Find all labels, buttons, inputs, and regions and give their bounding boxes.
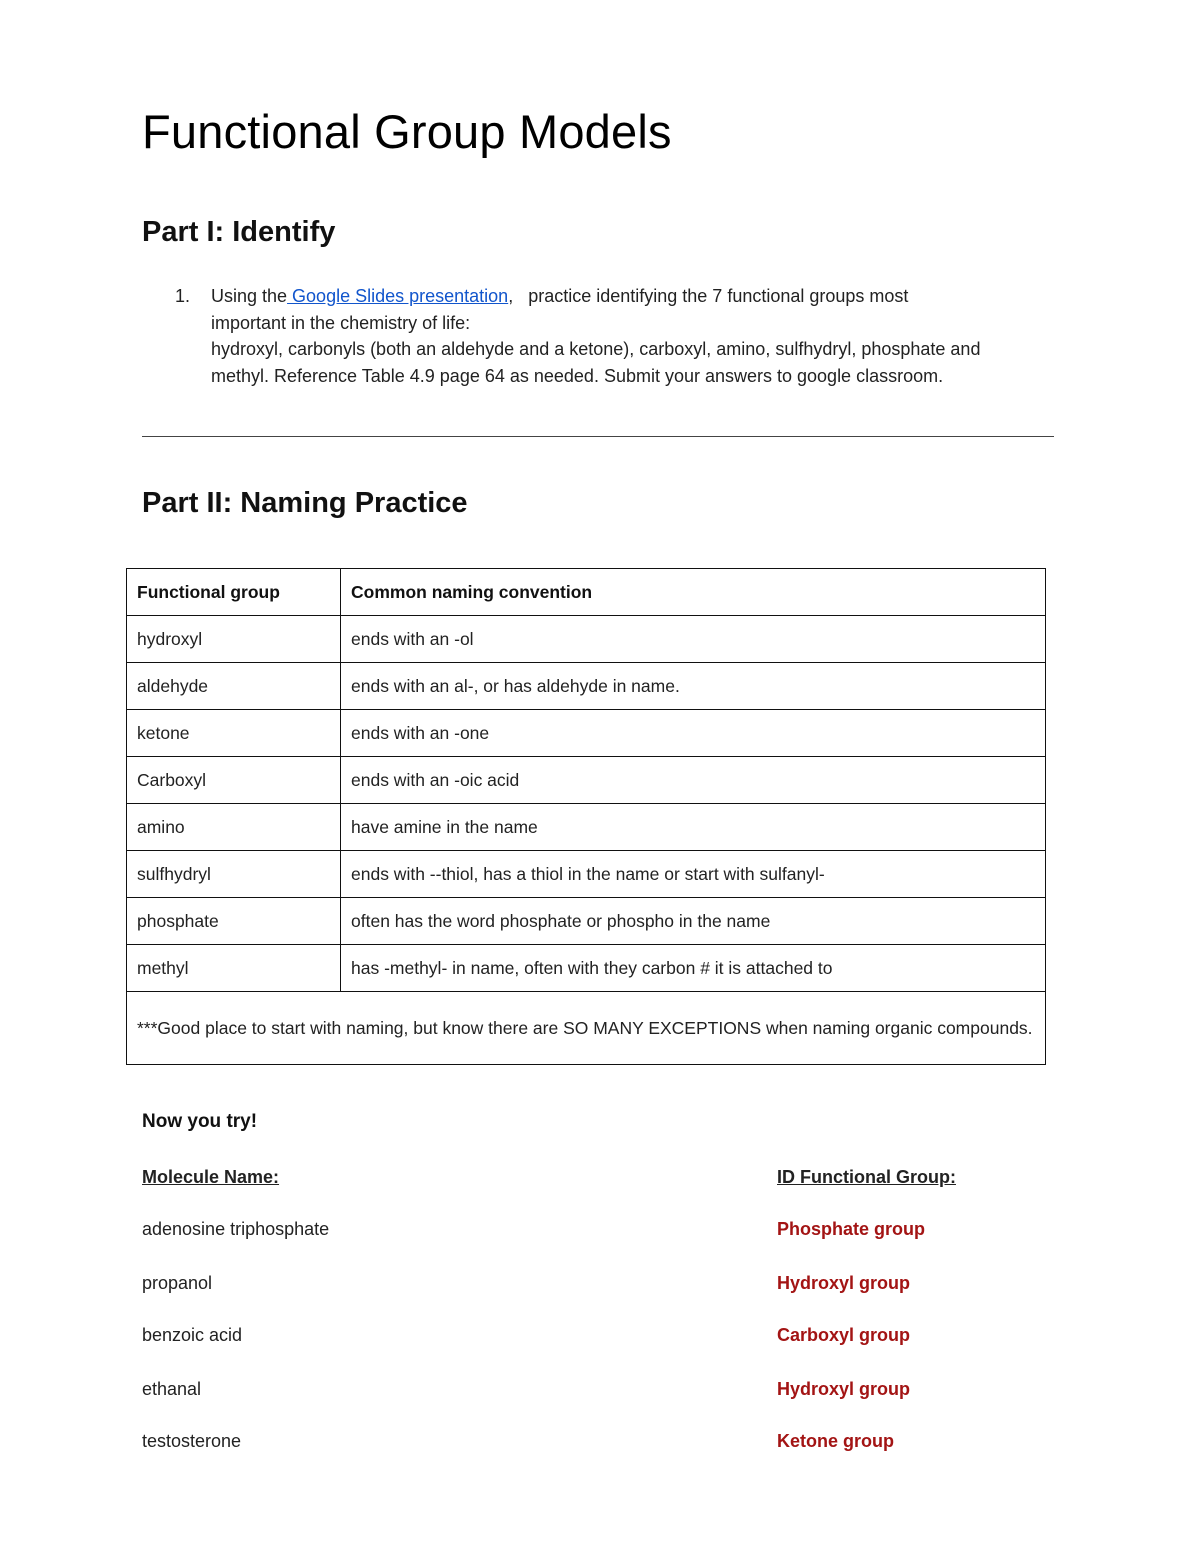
- molecule-name: benzoic acid: [142, 1325, 243, 1345]
- group-cell: sulfhydryl: [127, 851, 341, 898]
- instruction-line-1: [211, 283, 1081, 310]
- naming-convention-table: [126, 568, 1046, 1065]
- functional-group-answer: Carboxyl group: [777, 1325, 911, 1345]
- functional-group-answer: Hydroxyl group: [777, 1379, 911, 1399]
- instruction-line-2: important in the chemistry of life:: [211, 312, 471, 333]
- functional-group-answer: Ketone group: [777, 1431, 894, 1451]
- convention-cell: ends with an -oic acid: [341, 757, 1046, 804]
- table-row: [127, 616, 1046, 663]
- section-divider: [142, 436, 1054, 437]
- group-cell: ketone: [127, 710, 341, 757]
- functional-group-answer: Phosphate group: [777, 1219, 925, 1239]
- practice-heading: Now you try!: [142, 1111, 258, 1132]
- convention-cell: ends with an al-, or has aldehyde in name.: [341, 663, 1046, 710]
- convention-cell: has -methyl- in name, often with they carbon # it is attached to: [341, 945, 1046, 992]
- table-row: [127, 663, 1046, 710]
- convention-cell: ends with an -one: [341, 710, 1046, 757]
- table-row: [127, 710, 1046, 757]
- table-header-row: [127, 569, 1046, 616]
- group-cell: Carboxyl: [127, 757, 341, 804]
- table-row: [127, 898, 1046, 945]
- google-slides-link[interactable]: Google Slides presentation: [287, 286, 509, 306]
- functional-group-column-header: ID Functional Group:: [777, 1167, 956, 1187]
- molecule-name-column-header: Molecule Name:: [142, 1167, 280, 1187]
- convention-cell: ends with an -ol: [341, 616, 1046, 663]
- molecule-name: adenosine triphosphate: [142, 1219, 330, 1239]
- molecule-name: propanol: [142, 1273, 213, 1293]
- page-title: Functional Group Models: [142, 105, 672, 158]
- table-row: [127, 851, 1046, 898]
- table-note: ***Good place to start with naming, but know there are SO MANY EXCEPTIONS when naming organic compounds.: [127, 992, 1046, 1065]
- group-cell: phosphate: [127, 898, 341, 945]
- instruction-line-3: hydroxyl, carbonyls (both an aldehyde and a ketone), carboxyl, amino, sulfhydryl, phosphate and: [211, 339, 981, 359]
- group-cell: amino: [127, 804, 341, 851]
- molecule-name: testosterone: [142, 1431, 242, 1451]
- table-row: [127, 757, 1046, 804]
- functional-group-answer: Hydroxyl group: [777, 1273, 911, 1293]
- table-row: [127, 945, 1046, 992]
- instruction-text-after-link: , practice identifying the 7 functional groups most: [508, 286, 909, 306]
- convention-cell: have amine in the name: [341, 804, 1046, 851]
- header-naming-convention: Common naming convention: [341, 569, 1046, 616]
- table-row: [127, 804, 1046, 851]
- part1-heading: Part I: Identify: [142, 216, 336, 248]
- group-cell: hydroxyl: [127, 616, 341, 663]
- group-cell: methyl: [127, 945, 341, 992]
- part1-instructions: [211, 283, 1081, 389]
- part2-heading: Part II: Naming Practice: [142, 487, 468, 519]
- list-number: 1.: [175, 286, 191, 306]
- convention-cell: often has the word phosphate or phospho in the name: [341, 898, 1046, 945]
- instruction-text-before-link: Using the: [211, 286, 288, 306]
- header-functional-group: Functional group: [127, 569, 341, 616]
- molecule-name: ethanal: [142, 1379, 202, 1399]
- table-note-row: [127, 992, 1046, 1065]
- convention-cell: ends with --thiol, has a thiol in the name or start with sulfanyl-: [341, 851, 1046, 898]
- instruction-line-4: methyl. Reference Table 4.9 page 64 as needed. Submit your answers to google classroom.: [211, 365, 944, 386]
- group-cell: aldehyde: [127, 663, 341, 710]
